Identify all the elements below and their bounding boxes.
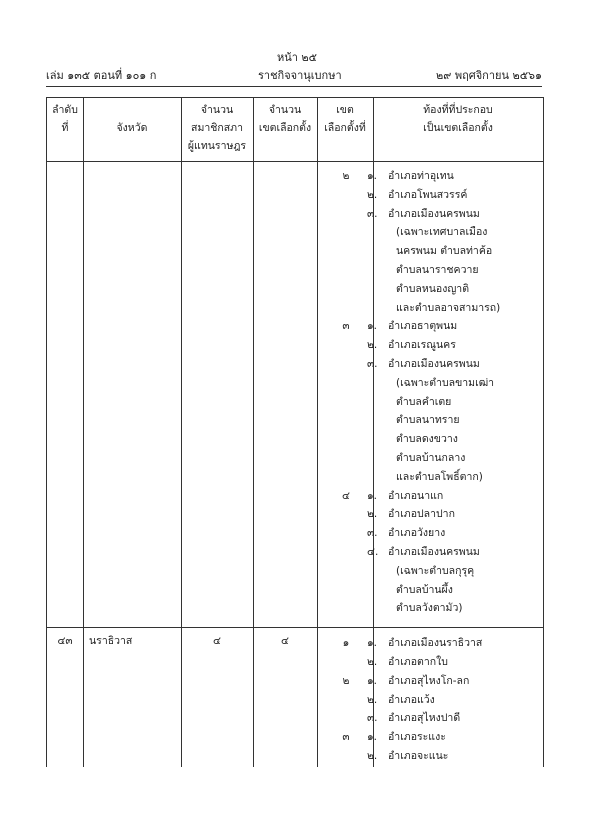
list-item bbox=[47, 672, 543, 691]
list-item bbox=[47, 205, 543, 224]
list-item bbox=[47, 242, 543, 261]
area-name: ตำบลนาทราย bbox=[396, 414, 460, 427]
list-item bbox=[47, 299, 543, 318]
list-item bbox=[47, 393, 543, 412]
province-order: ๔๓ bbox=[57, 635, 73, 647]
area-name: อำเภอนาแก bbox=[388, 489, 444, 502]
list-item bbox=[47, 430, 543, 449]
volume-issue: เล่ม ๑๓๕ ตอนที่ ๑๐๑ ก bbox=[46, 69, 157, 82]
col-header-district-no: เขต เลือกตั้งที่ bbox=[324, 104, 366, 134]
area-name: ตำบลดงขวาง bbox=[396, 433, 458, 446]
area-name: อำเภอจะแนะ bbox=[388, 750, 449, 762]
list-item bbox=[47, 747, 543, 766]
area-name: และตำบลอาจสามารถ) bbox=[396, 301, 501, 314]
area-name: อำเภอเมืองนครพนม bbox=[388, 358, 480, 370]
list-item bbox=[47, 562, 543, 581]
area-name: อำเภอสุไหงโก-ลก bbox=[388, 674, 470, 687]
district-number: ๒ bbox=[342, 674, 350, 687]
list-item bbox=[47, 374, 543, 393]
page-number: หน้า ๒๕ bbox=[276, 51, 318, 64]
district-number: ๑ bbox=[342, 637, 350, 650]
item-number: ๒. bbox=[367, 656, 378, 668]
list-item bbox=[47, 449, 543, 468]
area-name: ตำบลบ้านกลาง bbox=[396, 452, 466, 464]
area-name: ตำบลวังตามัว) bbox=[396, 602, 463, 615]
province-separator bbox=[47, 627, 543, 628]
list-item bbox=[47, 653, 543, 672]
list-item bbox=[47, 468, 543, 487]
area-name: อำเภอท่าอุเทน bbox=[388, 170, 454, 182]
area-name: ตำบลบ้านผึ้ง bbox=[396, 583, 453, 596]
province-members: ๔ bbox=[213, 635, 221, 647]
list-item bbox=[47, 691, 543, 710]
list-item bbox=[47, 709, 543, 728]
item-number: ๑. bbox=[367, 674, 378, 687]
area-name: อำเภอเรณูนคร bbox=[388, 339, 456, 352]
area-name: (เฉพาะตำบลขามเฒ่า bbox=[396, 376, 495, 389]
list-item bbox=[47, 728, 543, 747]
item-number: ๑. bbox=[367, 170, 378, 182]
area-name: อำเภอวังยาง bbox=[388, 527, 446, 540]
list-item bbox=[47, 261, 543, 280]
area-name: อำเภอโพนสวรรค์ bbox=[388, 188, 468, 201]
area-name: ตำบลนาราชควาย bbox=[396, 264, 479, 276]
area-name: และตำบลโพธิ์ตาก) bbox=[396, 470, 483, 483]
district-number: ๔ bbox=[342, 489, 350, 502]
item-number: ๒. bbox=[367, 750, 378, 762]
item-number: ๔. bbox=[367, 546, 379, 558]
table-top-border bbox=[47, 97, 543, 98]
area-name: อำเภอระแงะ bbox=[388, 731, 446, 744]
list-item bbox=[47, 223, 543, 242]
item-number: ๒. bbox=[367, 188, 378, 201]
area-name: ตำบลหนองญาติ bbox=[396, 282, 470, 295]
item-number: ๓. bbox=[367, 207, 378, 220]
publication-date: ๒๙ พฤศจิกายน ๒๕๖๑ bbox=[436, 69, 542, 82]
district-number: ๓ bbox=[342, 320, 350, 333]
col-header-districts: จำนวน เขตเลือกตั้ง bbox=[258, 104, 312, 134]
col-header-province: จังหวัด bbox=[116, 122, 148, 134]
list-item bbox=[47, 505, 543, 524]
list-item bbox=[47, 186, 543, 205]
list-item bbox=[47, 634, 543, 653]
list-item bbox=[47, 524, 543, 543]
col-header-areas: ท้องที่ที่ประกอบ เป็นเขตเลือกตั้ง bbox=[423, 104, 493, 134]
area-name: (เฉพาะตำบลกุรุคุ bbox=[396, 564, 475, 577]
item-number: ๒. bbox=[367, 693, 378, 706]
area-name: อำเภอตากใบ bbox=[388, 656, 448, 668]
list-item bbox=[47, 355, 543, 374]
area-name: ตำบลคำเตย bbox=[396, 395, 452, 408]
item-number: ๓. bbox=[367, 527, 378, 540]
list-item bbox=[47, 581, 543, 600]
item-number: ๒. bbox=[367, 508, 378, 521]
item-number: ๑. bbox=[367, 320, 378, 333]
list-item bbox=[47, 167, 543, 186]
list-item bbox=[47, 543, 543, 562]
header-bottom-border bbox=[47, 161, 543, 162]
area-name: อำเภอแว้ง bbox=[388, 693, 435, 706]
item-number: ๓. bbox=[367, 358, 378, 370]
area-name: อำเภอปลาปาก bbox=[388, 508, 455, 521]
list-item bbox=[47, 411, 543, 430]
area-name: อำเภอสุไหงปาดี bbox=[388, 712, 461, 725]
item-number: ๒. bbox=[367, 339, 378, 352]
item-number: ๓. bbox=[367, 712, 378, 725]
item-number: ๑. bbox=[367, 489, 378, 502]
col-header-members: จำนวน สมาชิกสภา ผู้แทนราษฎร bbox=[187, 104, 247, 152]
area-name: อำเภอธาตุพนม bbox=[388, 320, 458, 333]
header-rule bbox=[46, 86, 542, 87]
list-item bbox=[47, 317, 543, 336]
header-line bbox=[46, 66, 542, 82]
area-name: อำเภอเมืองนครพนม bbox=[388, 207, 480, 220]
area-name: อำเภอเมืองนครพนม bbox=[388, 546, 480, 558]
area-name: นครพนม ตำบลท่าค้อ bbox=[396, 245, 493, 258]
area-name: อำเภอเมืองนราธิวาส bbox=[388, 637, 483, 650]
province-districts: ๔ bbox=[281, 635, 289, 647]
list-item bbox=[47, 487, 543, 506]
district-table bbox=[46, 97, 544, 767]
item-number: ๑. bbox=[367, 731, 378, 744]
province-name: นราธิวาส bbox=[89, 635, 133, 647]
list-item bbox=[47, 336, 543, 355]
item-number: ๑. bbox=[367, 637, 378, 650]
area-name: (เฉพาะเทศบาลเมือง bbox=[396, 226, 488, 239]
list-item bbox=[47, 280, 543, 299]
gazette-title: ราชกิจจานุเบกษา bbox=[258, 69, 342, 82]
list-item bbox=[47, 599, 543, 618]
district-number: ๓ bbox=[342, 731, 350, 744]
col-header-order: ลำดับ ที่ bbox=[52, 104, 78, 134]
district-number: ๒ bbox=[342, 170, 350, 182]
